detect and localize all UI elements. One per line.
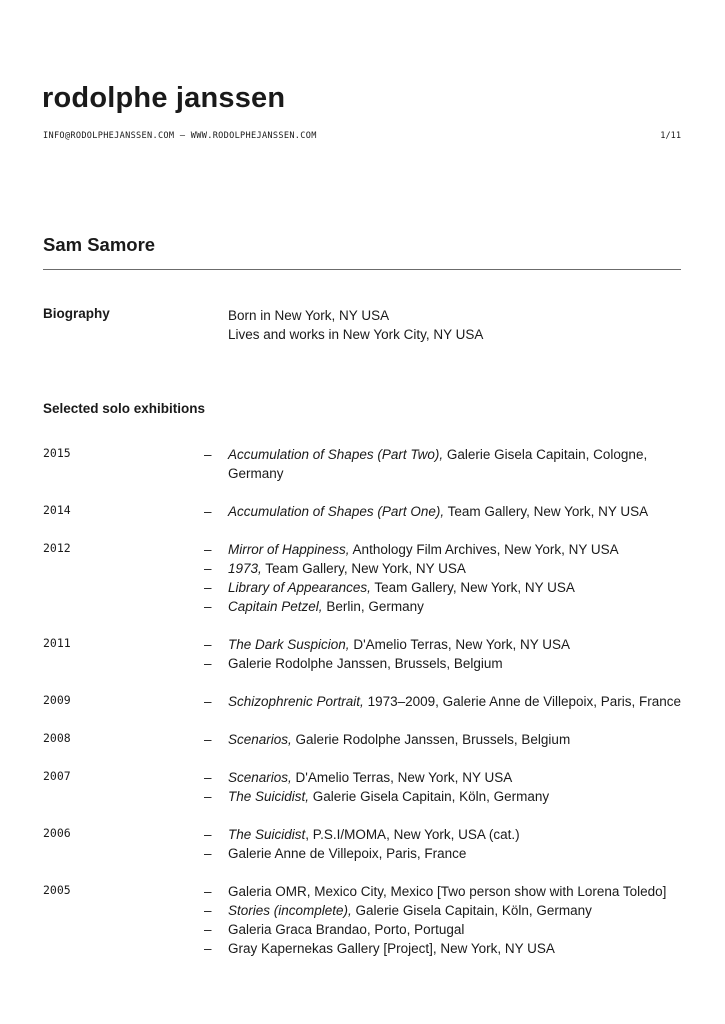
entry-dash: – bbox=[204, 846, 212, 861]
exhibition-entry bbox=[0, 654, 725, 673]
entry-dash: – bbox=[204, 504, 212, 519]
exhibition-venue: Galerie Rodolphe Janssen, Brussels, Belgium bbox=[228, 656, 503, 671]
solo-exhibitions-list bbox=[0, 445, 725, 958]
entry-dash: – bbox=[204, 580, 212, 595]
exhibition-title: Schizophrenic Portrait, bbox=[228, 694, 364, 709]
year-block bbox=[0, 825, 725, 863]
exhibition-title: The Dark Suspicion, bbox=[228, 637, 350, 652]
entry-text bbox=[228, 597, 688, 616]
biography-line: Lives and works in New York City, NY USA bbox=[228, 327, 484, 342]
exhibition-title: Accumulation of Shapes (Part One), bbox=[228, 504, 445, 519]
exhibition-venue: Gray Kapernekas Gallery [Project], New York, NY USA bbox=[228, 941, 555, 956]
exhibition-venue: Galerie Rodolphe Janssen, Brussels, Belgium bbox=[291, 732, 571, 747]
exhibition-venue: D'Amelio Terras, New York, NY USA bbox=[349, 637, 570, 652]
entry-text bbox=[228, 635, 688, 654]
entry-text bbox=[228, 502, 688, 521]
entry-dash: – bbox=[204, 694, 212, 709]
entry-text bbox=[228, 825, 688, 844]
exhibition-venue: D'Amelio Terras, New York, NY USA bbox=[291, 770, 513, 785]
entry-dash: – bbox=[204, 922, 212, 937]
exhibition-entry bbox=[0, 920, 725, 939]
exhibition-venue: Anthology Film Archives, New York, NY USA bbox=[349, 542, 619, 557]
entry-dash: – bbox=[204, 827, 212, 842]
exhibition-entry bbox=[0, 635, 725, 654]
entry-text bbox=[228, 768, 688, 787]
year-label: 2014 bbox=[43, 503, 71, 517]
exhibition-venue: Galerie Gisela Capitain, Köln, Germany bbox=[309, 789, 550, 804]
year-label: 2006 bbox=[43, 826, 71, 840]
entry-dash: – bbox=[204, 656, 212, 671]
gallery-logo-text: rodolphe janssen bbox=[42, 82, 286, 114]
exhibition-entry bbox=[0, 939, 725, 958]
exhibition-title: Scenarios, bbox=[228, 770, 292, 785]
header-divider bbox=[43, 269, 681, 270]
year-label: 2007 bbox=[43, 769, 71, 783]
exhibition-entry bbox=[0, 844, 725, 863]
entry-text bbox=[228, 730, 688, 749]
exhibition-venue: , P.S.I/MOMA, New York, USA (cat.) bbox=[305, 827, 520, 842]
entry-text bbox=[228, 654, 688, 673]
year-label: 2012 bbox=[43, 541, 71, 555]
entry-text bbox=[228, 939, 688, 958]
entry-dash: – bbox=[204, 903, 212, 918]
exhibition-title: Mirror of Happiness, bbox=[228, 542, 350, 557]
entry-dash: – bbox=[204, 770, 212, 785]
entry-text bbox=[228, 787, 688, 806]
entry-dash: – bbox=[204, 542, 212, 557]
exhibition-entry bbox=[0, 901, 725, 920]
exhibition-venue: Galerie Gisela Capitain, Cologne, Germany bbox=[228, 447, 648, 481]
year-label: 2008 bbox=[43, 731, 71, 745]
entry-text bbox=[228, 901, 688, 920]
exhibition-venue: Team Gallery, New York, NY USA bbox=[444, 504, 649, 519]
exhibition-venue: Berlin, Germany bbox=[322, 599, 424, 614]
exhibition-title: 1973, bbox=[228, 561, 262, 576]
exhibition-entry bbox=[0, 559, 725, 578]
exhibition-venue: Galerie Anne de Villepoix, Paris, France bbox=[228, 846, 467, 861]
biography-lines bbox=[228, 306, 483, 344]
exhibition-entry bbox=[0, 445, 725, 483]
year-block bbox=[0, 768, 725, 806]
entry-text bbox=[228, 540, 688, 559]
entry-dash: – bbox=[204, 599, 212, 614]
exhibition-title: Scenarios, bbox=[228, 732, 292, 747]
exhibition-title: The Suicidist bbox=[228, 827, 306, 842]
exhibition-entry bbox=[0, 825, 725, 844]
exhibition-entry bbox=[0, 597, 725, 616]
entry-dash: – bbox=[204, 732, 212, 747]
exhibition-venue: Team Gallery, New York, NY USA bbox=[261, 561, 466, 576]
exhibition-entry bbox=[0, 882, 725, 901]
exhibition-venue: 1973–2009, Galerie Anne de Villepoix, Paris, France bbox=[363, 694, 682, 709]
exhibition-venue: Team Gallery, New York, NY USA bbox=[370, 580, 575, 595]
biography-heading: Biography bbox=[43, 306, 110, 321]
entry-dash: – bbox=[204, 561, 212, 576]
exhibition-entry bbox=[0, 578, 725, 597]
exhibition-title: Capitain Petzel, bbox=[228, 599, 323, 614]
exhibition-entry bbox=[0, 502, 725, 521]
entry-text bbox=[228, 882, 688, 901]
exhibition-title: Library of Appearances, bbox=[228, 580, 371, 595]
entry-text bbox=[228, 445, 688, 483]
year-block bbox=[0, 730, 725, 749]
exhibition-venue: Galeria Graca Brandao, Porto, Portugal bbox=[228, 922, 465, 937]
solo-exhibitions-heading: Selected solo exhibitions bbox=[43, 401, 206, 416]
year-block bbox=[0, 882, 725, 958]
year-label: 2005 bbox=[43, 883, 71, 897]
year-label: 2011 bbox=[43, 636, 71, 650]
entry-text bbox=[228, 559, 688, 578]
exhibition-title: Accumulation of Shapes (Part Two), bbox=[228, 447, 444, 462]
year-block bbox=[0, 502, 725, 521]
year-label: 2009 bbox=[43, 693, 71, 707]
contact-line: INFO@RODOLPHEJANSSEN.COM — WWW.RODOLPHEJANSSEN.COM bbox=[43, 131, 317, 141]
biography-line: Born in New York, NY USA bbox=[228, 308, 390, 323]
entry-dash: – bbox=[204, 447, 212, 462]
entry-text bbox=[228, 920, 688, 939]
entry-dash: – bbox=[204, 789, 212, 804]
exhibition-title: The Suicidist, bbox=[228, 789, 310, 804]
entry-dash: – bbox=[204, 941, 212, 956]
exhibition-venue: Galeria OMR, Mexico City, Mexico [Two person show with Lorena Toledo] bbox=[228, 884, 667, 899]
entry-text bbox=[228, 578, 688, 597]
exhibition-title: Stories (incomplete), bbox=[228, 903, 352, 918]
year-block bbox=[0, 635, 725, 673]
page-number: 1/11 bbox=[660, 131, 681, 141]
entry-text bbox=[228, 692, 688, 711]
year-block bbox=[0, 445, 725, 483]
exhibition-entry bbox=[0, 692, 725, 711]
year-block bbox=[0, 692, 725, 711]
entry-text bbox=[228, 844, 688, 863]
entry-dash: – bbox=[204, 637, 212, 652]
year-block bbox=[0, 540, 725, 616]
artist-name: Sam Samore bbox=[43, 234, 156, 255]
exhibition-venue: Galerie Gisela Capitain, Köln, Germany bbox=[351, 903, 592, 918]
exhibition-entry bbox=[0, 787, 725, 806]
exhibition-entry bbox=[0, 730, 725, 749]
exhibition-entry bbox=[0, 540, 725, 559]
exhibition-entry bbox=[0, 768, 725, 787]
entry-dash: – bbox=[204, 884, 212, 899]
year-label: 2015 bbox=[43, 446, 71, 460]
